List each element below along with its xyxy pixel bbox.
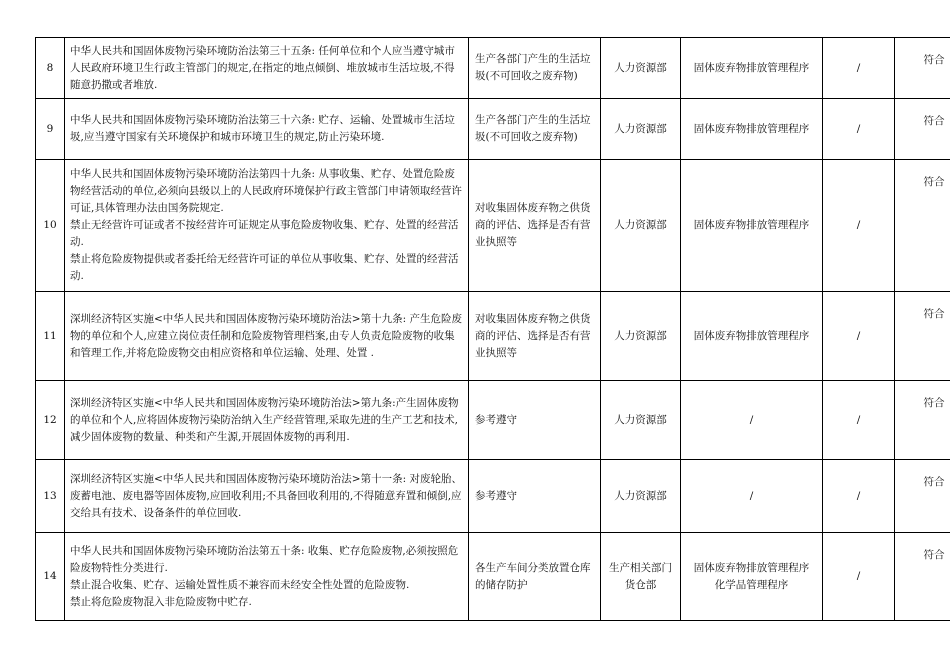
regulation-text: 深圳经济特区实施<中华人民共和国固体废物污染环境防治法>第十九条: 产生危险废物的单位和个人,应建立岗位责任制和危险废物管理档案,由专人负责危险废物的收集和管理工作,并将危险废物交由相应资格和单位运输、处理、处置 . — [65, 292, 469, 381]
related-document: / — [823, 292, 895, 381]
table-row — [36, 38, 950, 99]
related-document: / — [823, 38, 895, 99]
row-number: 10 — [36, 160, 65, 292]
compliance-status: 符合 — [895, 292, 950, 381]
row-number: 11 — [36, 292, 65, 381]
related-document: / — [823, 160, 895, 292]
regulation-paragraph: 禁止将危险废物提供或者委托给无经营许可证的单位从事收集、贮存、处置的经营活动. — [70, 253, 459, 282]
row-number: 14 — [36, 533, 65, 621]
row-number: 12 — [36, 381, 65, 460]
regulation-compliance-table — [35, 37, 950, 621]
related-document: / — [823, 99, 895, 160]
department-line: 货仓部 — [624, 578, 657, 591]
related-document: / — [823, 381, 895, 460]
responsible-department: 人力资源部 — [601, 99, 681, 160]
related-procedure: / — [681, 381, 823, 460]
related-procedure: 固体废弃物排放管理程序 — [681, 292, 823, 381]
responsible-department: 人力资源部 — [601, 160, 681, 292]
responsible-department: 人力资源部 — [601, 381, 681, 460]
applicable-scope: 生产各部门产生的生活垃圾(不可回收之废弃物) — [469, 38, 601, 99]
applicable-scope: 对收集固体废弃物之供货商的评估、选择是否有营业执照等 — [469, 160, 601, 292]
regulation-text: 中华人民共和国固体废物污染环境防治法第三十六条: 贮存、运输、处置城市生活垃圾,应当遵守国家有关环境保护和城市环境卫生的规定,防止污染环境. — [65, 99, 469, 160]
related-procedure — [681, 533, 823, 621]
compliance-status: 符合 — [895, 99, 950, 160]
responsible-department: 人力资源部 — [601, 292, 681, 381]
row-number: 8 — [36, 38, 65, 99]
table-row — [36, 460, 950, 533]
compliance-status: 符合 — [895, 460, 950, 533]
responsible-department: 人力资源部 — [601, 460, 681, 533]
applicable-scope: 参考遵守 — [469, 460, 601, 533]
related-procedure: 固体废弃物排放管理程序 — [681, 38, 823, 99]
regulation-paragraph: 禁止无经营许可证或者不按经营许可证规定从事危险废物收集、贮存、处置的经营活动. — [70, 219, 459, 248]
regulation-paragraph: 禁止将危险废物混入非危险废物中贮存. — [70, 595, 252, 608]
table-row — [36, 99, 950, 160]
related-procedure: 固体废弃物排放管理程序 — [681, 99, 823, 160]
applicable-scope: 参考遵守 — [469, 381, 601, 460]
table-row — [36, 292, 950, 381]
related-document: / — [823, 460, 895, 533]
applicable-scope: 各生产车间分类放置仓库的储存防护 — [469, 533, 601, 621]
table-row — [36, 160, 950, 292]
related-procedure: 固体废弃物排放管理程序 — [681, 160, 823, 292]
table-row — [36, 381, 950, 460]
regulation-text — [65, 160, 469, 292]
department-line: 生产相关部门 — [609, 561, 672, 574]
regulation-text: 深圳经济特区实施<中华人民共和国固体废物污染环境防治法>第九条:产生固体废物的单位和个人,应将固体废物污染防治纳入生产经营管理,采取先进的生产工艺和技术,减少固体废物的数量、种类和产生源,开展固体废物的再利用. — [65, 381, 469, 460]
row-number: 13 — [36, 460, 65, 533]
regulation-text — [65, 533, 469, 621]
related-procedure: / — [681, 460, 823, 533]
related-document: / — [823, 533, 895, 621]
regulation-text: 中华人民共和国固体废物污染环境防治法第三十五条: 任何单位和个人应当遵守城市人民政府环境卫生行政主管部门的规定,在指定的地点倾倒、堆放城市生活垃圾,不得随意扔撒或者堆放. — [65, 38, 469, 99]
regulation-paragraph: 中华人民共和国固体废物污染环境防治法第五十条: 收集、贮存危险废物,必须按照危险废物特性分类进行. — [70, 544, 459, 574]
responsible-department — [601, 533, 681, 621]
responsible-department: 人力资源部 — [601, 38, 681, 99]
procedure-line: 固体废弃物排放管理程序 — [693, 561, 810, 574]
compliance-status: 符合 — [895, 38, 950, 99]
table-row — [36, 533, 950, 621]
procedure-line: 化学品管理程序 — [714, 578, 789, 591]
compliance-status: 符合 — [895, 381, 950, 460]
regulation-paragraph: 禁止混合收集、贮存、运输处置性质不兼容而未经安全性处置的危险废物. — [70, 578, 410, 591]
compliance-status: 符合 — [895, 533, 950, 621]
row-number: 9 — [36, 99, 65, 160]
applicable-scope: 对收集固体废弃物之供货商的评估、选择是否有营业执照等 — [469, 292, 601, 381]
compliance-status: 符合 — [895, 160, 950, 292]
applicable-scope: 生产各部门产生的生活垃圾(不可回收之废弃物) — [469, 99, 601, 160]
regulation-paragraph: 中华人民共和国固体废物污染环境防治法第四十九条: 从事收集、贮存、处置危险废物经营活动的单位,必须向县级以上的人民政府环境保护行政主管部门申请领取经营许可证,具体管理办法由国务院规定. — [70, 168, 462, 214]
regulation-text: 深圳经济特区实施<中华人民共和国固体废物污染环境防治法>第十一条: 对废轮胎、废蓄电池、废电器等固体废物,应回收利用;不具备回收利用的,不得随意弃置和倾倒,应交给具有技术、设备条件的单位回收. — [65, 460, 469, 533]
